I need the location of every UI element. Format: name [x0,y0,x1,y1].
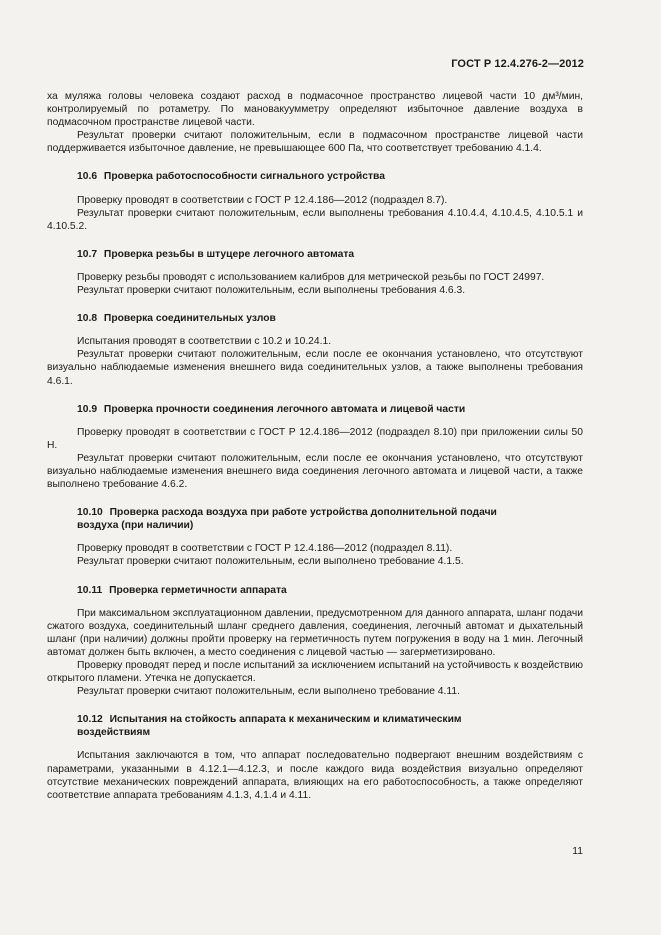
section-number: 10.10 [77,507,103,519]
document-body [47,90,583,802]
page-number: 11 [572,846,583,857]
section-paragraph: Проверку проводят в соответствии с ГОСТ Р 12.4.186—2012 (подраздел 8.11). [77,543,453,555]
section-paragraph: Испытания заключаются в том, что аппарат последовательно подвергают внешним воздействиям с параметрами, указанными в 4.12.1—4.12.3, и после каждого вида воздействия визуально определяют отсутствие механических повреждений аппарата, влияющих на его работоспособность, а также определяют соответствие аппарата требованиям 4.1.3, 4.1.4 и 4.11. [47,750,583,801]
section-title: Проверка резьбы в штуцере легочного автомата [103,248,355,260]
section-heading-10-8 [47,312,583,325]
section-heading-10-10 [47,506,583,519]
section-paragraph: Проверку резьбы проводят с использованием калибров для метрической резьбы по ГОСТ 24997. [77,271,545,283]
section-paragraph: Проверку проводят перед и после испытаний за исключением испытаний на устойчивость к воздействию открытого пламени. Утечка не допускается. [47,660,583,685]
section-number: 10.11 [77,584,103,596]
section-paragraph: Проверку проводят в соответствии с ГОСТ Р 12.4.186—2012 (подраздел 8.10) при приложении силы 50 Н. [47,426,583,451]
section-paragraph: Испытания проводят в соответствии с 10.2 и 10.24.1. [77,336,332,348]
section-heading-10-10-cont: воздуха (при наличии) [77,520,194,532]
section-heading-10-6 [47,170,583,183]
section-paragraph: Результат проверки считают положительным, если выполнены требования 4.10.4.4, 4.10.4.5, 4.10.5.1 и 4.10.5.2. [47,207,583,232]
document-code: ГОСТ Р 12.4.276-2—2012 [451,58,584,70]
section-heading-10-12 [47,713,583,726]
section-heading-10-7 [47,248,583,261]
section-paragraph: Результат проверки считают положительным, если выполнены требования 4.6.3. [77,285,466,297]
section-number: 10.12 [77,714,103,726]
section-number: 10.8 [77,313,98,325]
section-title: Проверка прочности соединения легочного автомата и лицевой части [103,403,466,415]
section-heading-10-9 [47,403,583,416]
intro-paragraph-2: Результат проверки считают положительным, если в подмасочном пространстве лицевой части поддерживается избыточное давление, не превышающее 600 Па, что соответствует требованию 4.1.4. [47,130,583,155]
section-paragraph: Результат проверки считают положительным, если после ее окончания установлено, что отсутствуют визуально наблюдаемые изменения внешнего вида соединительных узлов, а также выполнены требования 4.6.1. [47,349,583,387]
section-number: 10.9 [77,403,98,415]
section-paragraph: Результат проверки считают положительным, если выполнено требование 4.1.5. [77,556,464,568]
section-number: 10.6 [77,171,98,183]
section-paragraph: Проверку проводят в соответствии с ГОСТ Р 12.4.186—2012 (подраздел 8.7). [77,194,448,206]
section-title: Проверка расхода воздуха при работе устройства дополнительной подачи [109,507,497,519]
section-paragraph: Результат проверки считают положительным, если после ее окончания установлено, что отсутствуют визуально наблюдаемые изменения внешнего вида соединения легочного автомата и лицевой части, а также выполнено требование 4.6.2. [47,452,583,491]
intro-paragraph-1: ха муляжа головы человека создают расход в подмасочное пространство лицевой части 10 дм³/мин, контролируемый по ротаметру. По мановакуумметру определяют избыточное давление воздуха в подмасочном пространстве лицевой части. [47,91,583,129]
section-title: Проверка герметичности аппарата [109,584,287,596]
section-heading-10-11 [47,584,583,597]
section-paragraph: Результат проверки считают положительным, если выполнено требование 4.11. [77,686,460,698]
section-title: Испытания на стойкость аппарата к механическим и климатическим [109,714,462,726]
section-paragraph: При максимальном эксплуатационном давлении, предусмотренном для данного аппарата, шланг подачи сжатого воздуха, соединительный шланг среднего давления, соединения, легочный автомат и дыхательный шланг (при наличии) должны пройти проверку на герметичность путем погружения в воду на 1 мин. Легочный автомат должен быть включен, а место соединения с лицевой частью — загерметизировано. [47,607,583,658]
section-title: Проверка работоспособности сигнального устройства [103,171,385,183]
section-number: 10.7 [77,248,98,260]
section-heading-10-12-cont: воздействиям [77,727,151,739]
section-title: Проверка соединительных узлов [103,313,276,325]
